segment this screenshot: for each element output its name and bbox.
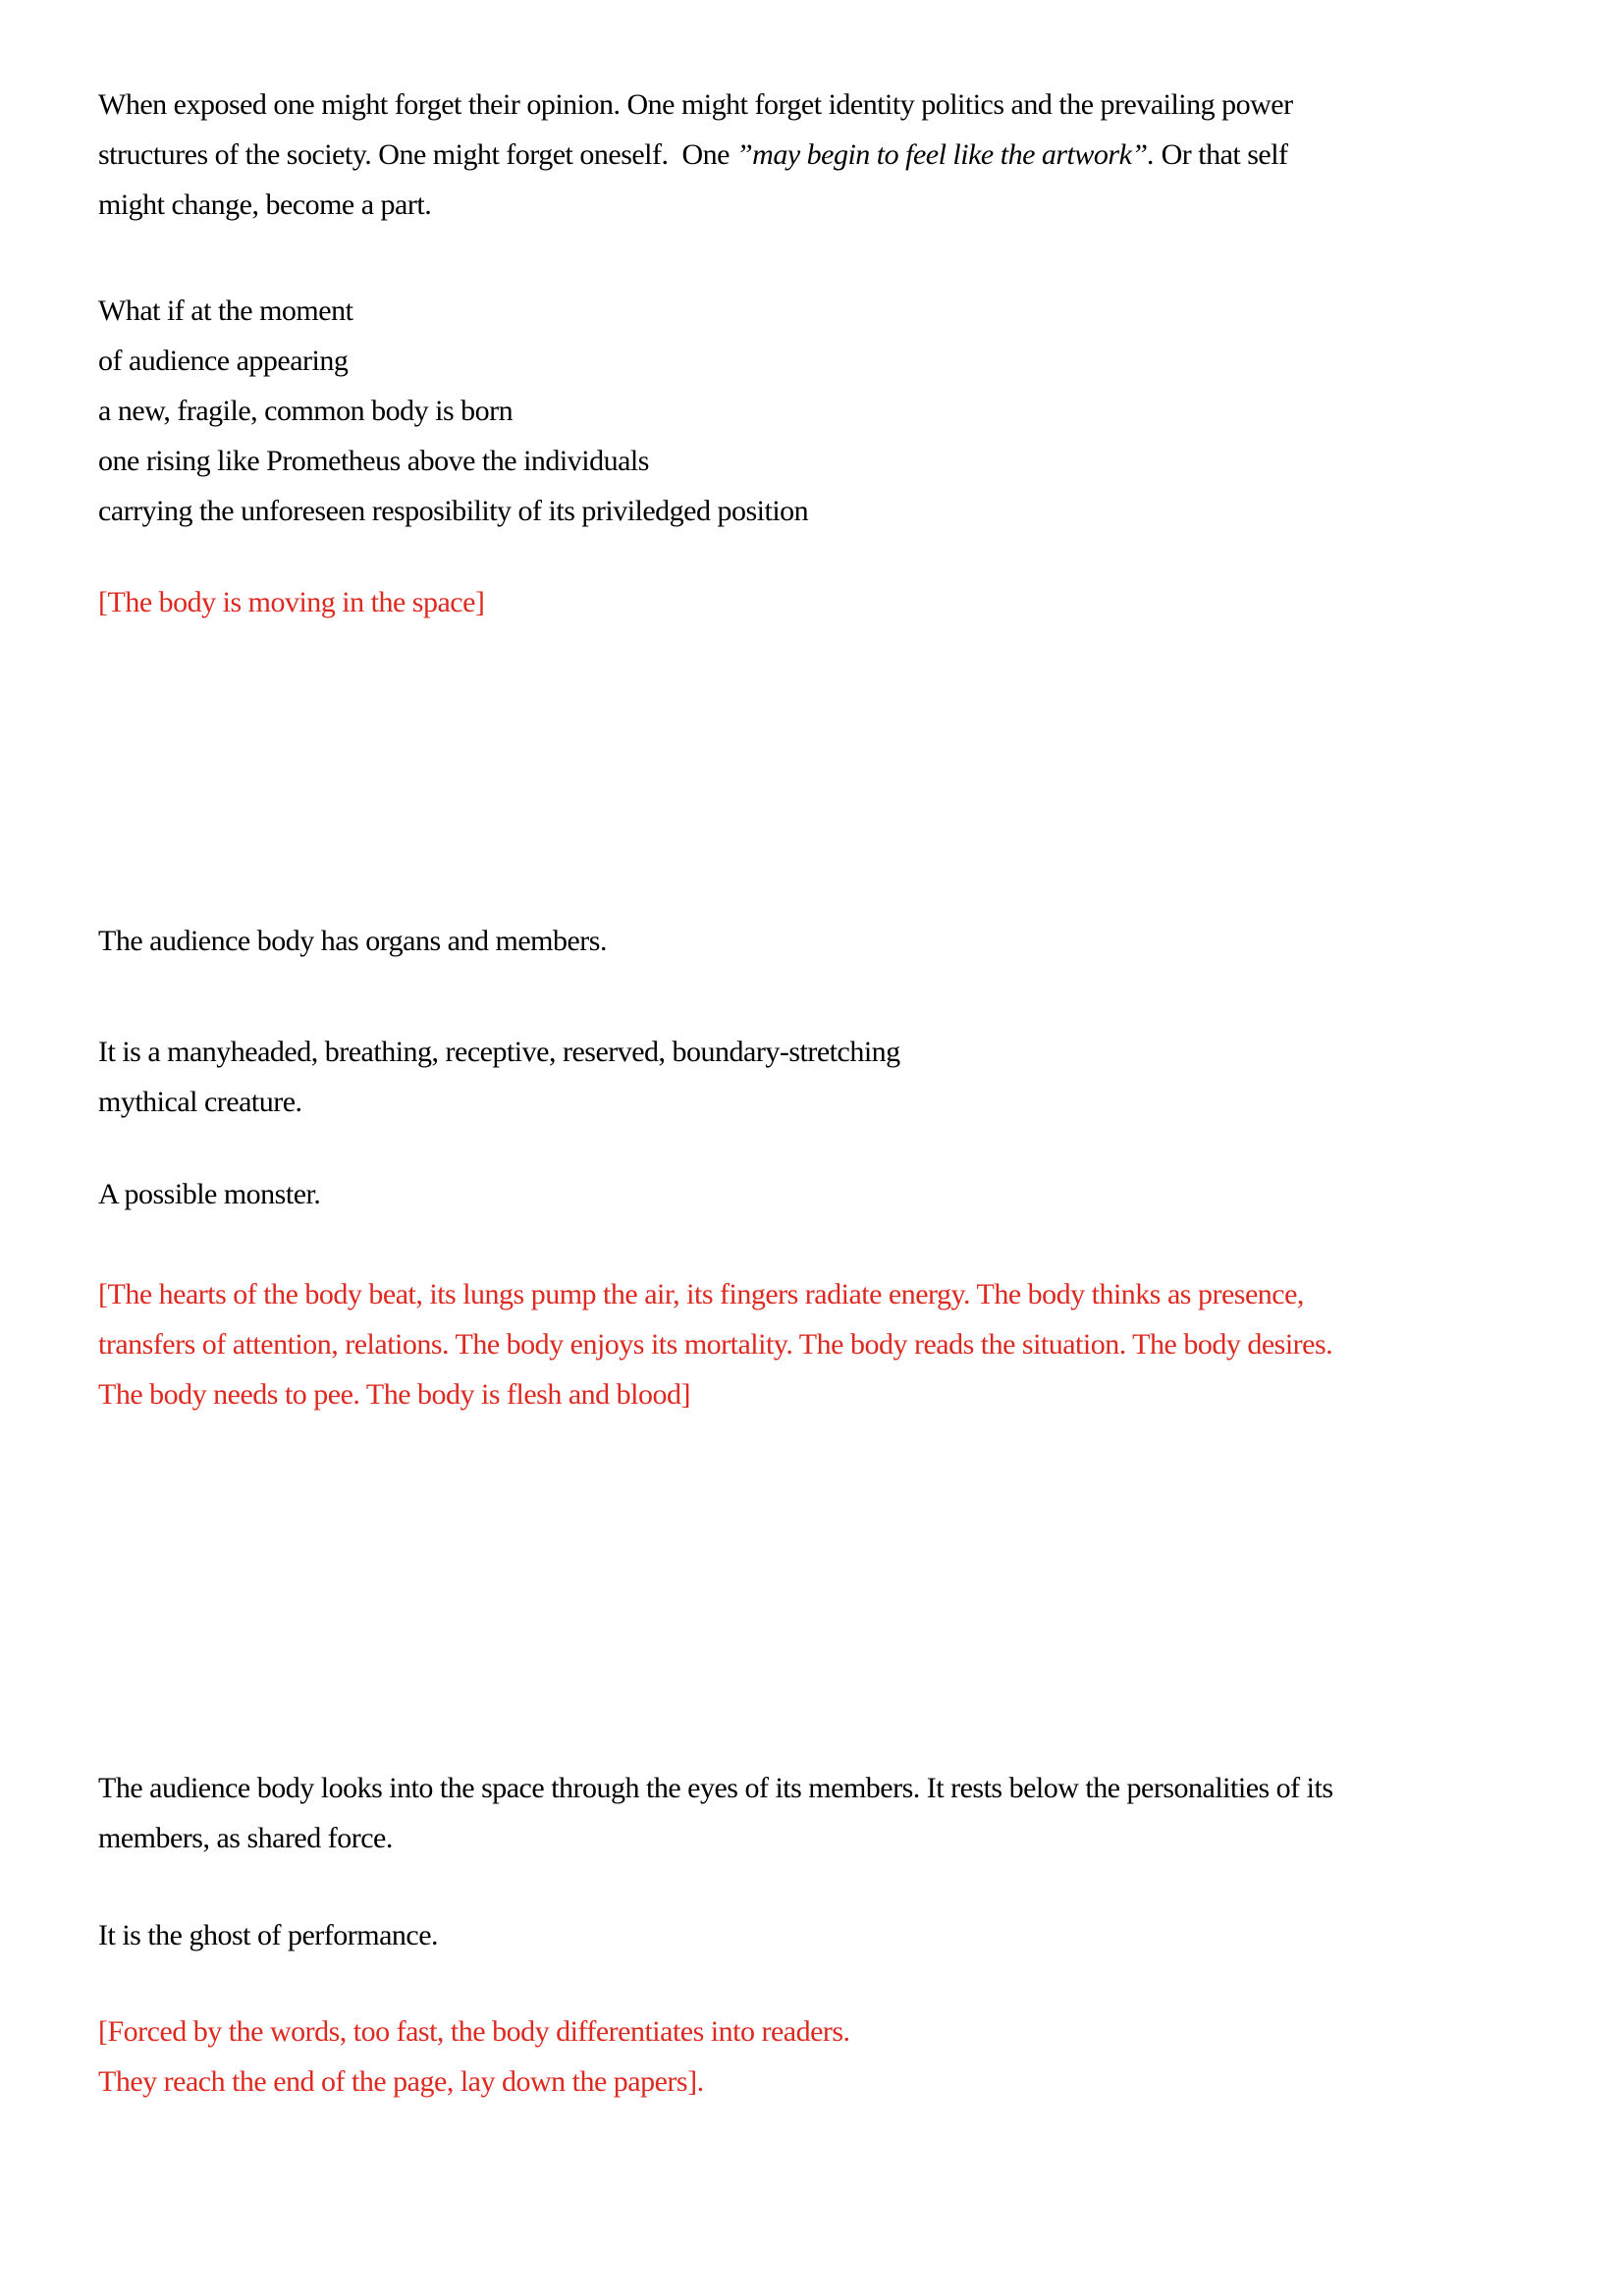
poem-line: a new, fragile, common body is born <box>98 395 514 427</box>
monster-paragraph <box>98 1169 1506 1219</box>
organs-paragraph <box>98 916 1506 966</box>
text-line: It is a manyheaded, breathing, receptive, reserved, boundary-stretching <box>98 1036 900 1068</box>
text-segment: structures of the society. One might forget oneself. One <box>98 138 736 171</box>
poem-line: carrying the unforeseen resposibility of its priviledged position <box>98 495 809 527</box>
text-line <box>98 130 1506 180</box>
text-line: mythical creature. <box>98 1086 302 1118</box>
poem-line: one rising like Prometheus above the individuals <box>98 445 649 477</box>
poem-stanza <box>98 286 1506 536</box>
ghost-paragraph <box>98 1910 1506 1960</box>
manyheaded-paragraph <box>98 1027 1506 1127</box>
stage-direction-hearts <box>98 1269 1506 1419</box>
text-line: A possible monster. <box>98 1178 321 1210</box>
poem-line: of audience appearing <box>98 345 349 377</box>
stage-direction-line: [The hearts of the body beat, its lungs pump the air, its fingers radiate energy. The body thinks as presence, <box>98 1278 1304 1310</box>
text-line: The audience body has organs and members. <box>98 925 607 957</box>
poem-line: What if at the moment <box>98 294 353 327</box>
text-line: When exposed one might forget their opinion. One might forget identity politics and the prevailing power <box>98 88 1293 121</box>
opening-paragraph <box>98 80 1506 230</box>
text-segment: Or that self <box>1154 138 1288 171</box>
stage-direction-readers <box>98 2006 1506 2107</box>
stage-direction-line: They reach the end of the page, lay down the papers]. <box>98 2065 704 2098</box>
stage-direction-line: [The body is moving in the space] <box>98 586 485 618</box>
stage-direction-moving <box>98 577 1506 627</box>
looks-paragraph <box>98 1763 1506 1863</box>
stage-direction-line: transfers of attention, relations. The body enjoys its mortality. The body reads the situation. The body desires. <box>98 1328 1333 1361</box>
stage-direction-line: [Forced by the words, too fast, the body differentiates into readers. <box>98 2015 850 2048</box>
italic-quote: ”may begin to feel like the artwork”. <box>735 138 1155 171</box>
text-line: might change, become a part. <box>98 188 432 221</box>
stage-direction-line: The body needs to pee. The body is flesh and blood] <box>98 1378 690 1411</box>
text-line: It is the ghost of performance. <box>98 1919 439 1951</box>
text-line: members, as shared force. <box>98 1822 393 1854</box>
text-line: The audience body looks into the space through the eyes of its members. It rests below the personalities of its <box>98 1772 1333 1804</box>
